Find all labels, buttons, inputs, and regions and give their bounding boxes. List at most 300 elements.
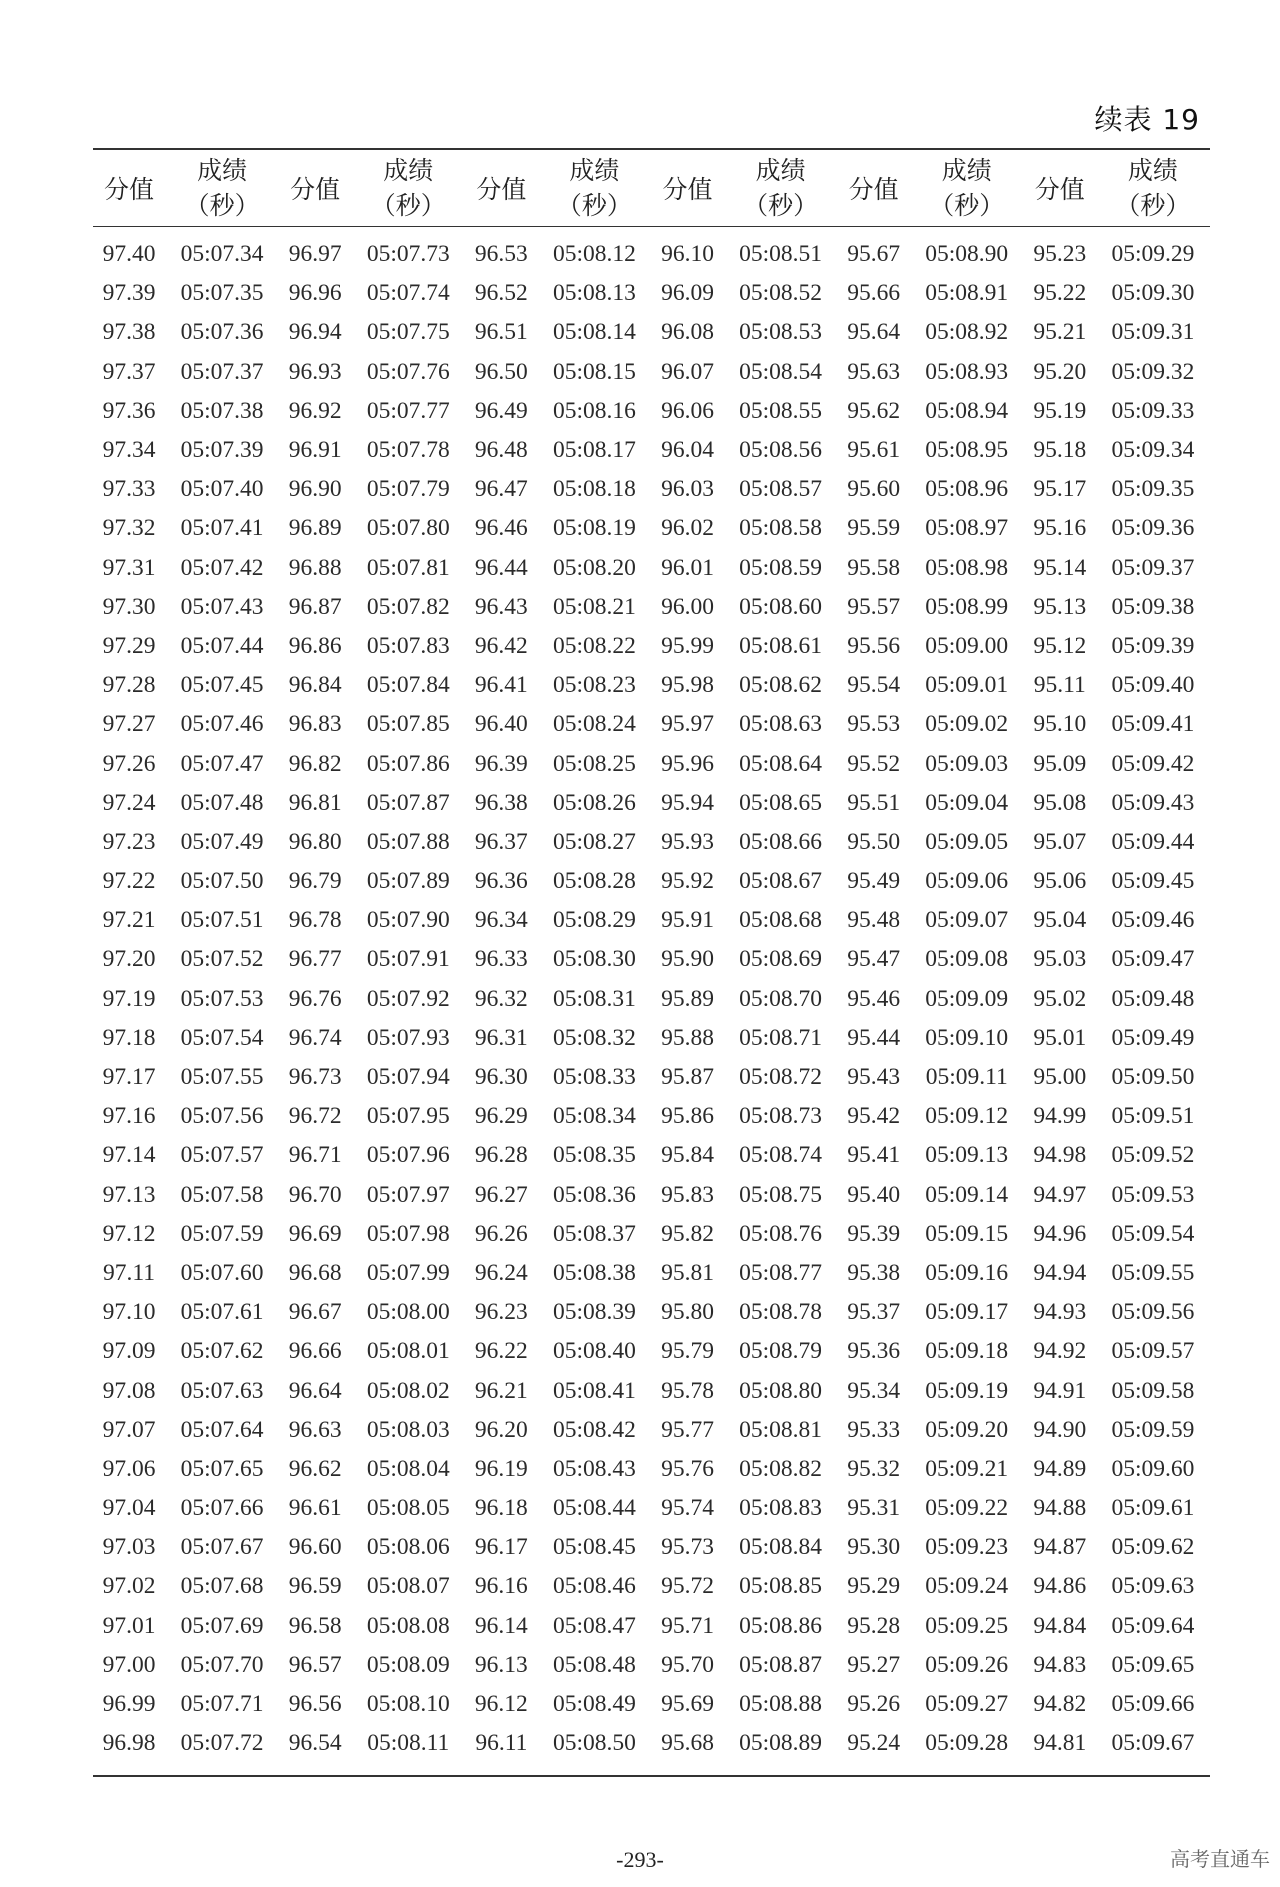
result-cell: 05:08.24	[552, 711, 636, 738]
score-cell: 97.28	[102, 672, 156, 699]
result-cell: 05:07.70	[180, 1651, 264, 1678]
header-result	[165, 149, 279, 227]
score-cell: 95.59	[847, 515, 901, 542]
result-cell: 05:08.21	[552, 593, 636, 620]
result-cell: 05:07.65	[180, 1455, 264, 1482]
result-cell: 05:09.17	[925, 1299, 1009, 1326]
result-cell: 05:09.42	[1111, 750, 1195, 777]
score-cell: 95.08	[1033, 789, 1087, 816]
score-cell: 97.36	[102, 397, 156, 424]
score-cell: 95.38	[847, 1259, 901, 1286]
score-cell: 97.10	[102, 1299, 156, 1326]
result-cell: 05:09.06	[925, 868, 1009, 895]
score-cell: 97.37	[102, 358, 156, 385]
score-cell: 97.23	[102, 828, 156, 855]
result-cell: 05:08.82	[739, 1455, 823, 1482]
result-cell: 05:07.48	[180, 789, 264, 816]
score-cell: 95.30	[847, 1534, 901, 1561]
result-cell: 05:09.07	[925, 907, 1009, 934]
score-cell: 97.06	[102, 1455, 156, 1482]
result-cell: 05:09.28	[910, 1724, 1024, 1776]
score-cell: 95.39	[847, 1220, 901, 1247]
table-row	[93, 549, 1210, 588]
score-cell: 95.43	[847, 1064, 901, 1091]
result-cell: 05:08.06	[366, 1534, 450, 1561]
table-row	[93, 1215, 1210, 1254]
score-cell: 94.83	[1033, 1651, 1087, 1678]
result-cell: 05:08.44	[552, 1495, 636, 1522]
table-row	[93, 980, 1210, 1019]
score-cell: 96.30	[474, 1064, 528, 1091]
score-cell: 95.37	[847, 1299, 901, 1326]
result-cell: 05:08.27	[552, 828, 636, 855]
score-cell: 96.09	[661, 280, 714, 307]
score-cell: 96.56	[288, 1691, 342, 1718]
score-cell: 94.98	[1033, 1142, 1087, 1169]
score-cell: 96.07	[661, 358, 714, 385]
result-cell: 05:09.32	[1111, 358, 1195, 385]
result-cell: 05:07.82	[366, 593, 450, 620]
result-cell: 05:07.97	[366, 1181, 450, 1208]
result-cell: 05:09.67	[1096, 1724, 1210, 1776]
result-cell: 05:08.01	[366, 1338, 450, 1365]
result-cell: 05:08.38	[552, 1259, 636, 1286]
result-cell: 05:07.94	[366, 1064, 450, 1091]
result-cell: 05:09.57	[1111, 1338, 1195, 1365]
score-table	[93, 148, 1210, 1777]
result-cell: 05:07.86	[366, 750, 450, 777]
score-cell: 97.26	[102, 750, 156, 777]
result-cell: 05:07.41	[180, 515, 264, 542]
score-cell: 95.24	[838, 1724, 910, 1776]
result-cell: 05:09.16	[925, 1259, 1009, 1286]
header-score: 分值	[93, 149, 165, 227]
score-cell: 97.09	[102, 1338, 156, 1365]
score-cell: 95.94	[661, 789, 714, 816]
result-cell: 05:09.25	[925, 1612, 1009, 1639]
score-cell: 95.57	[847, 593, 901, 620]
result-cell: 05:07.99	[366, 1259, 450, 1286]
header-result-label: 成绩	[383, 156, 434, 185]
table-row	[93, 1058, 1210, 1097]
score-cell: 95.61	[847, 437, 901, 464]
score-cell: 97.17	[102, 1064, 156, 1091]
score-cell: 95.28	[847, 1612, 901, 1639]
score-cell: 95.27	[847, 1651, 901, 1678]
score-cell: 97.08	[102, 1377, 156, 1404]
table-row	[93, 392, 1210, 431]
result-cell: 05:09.43	[1111, 789, 1195, 816]
score-cell: 96.68	[288, 1259, 342, 1286]
score-cell: 96.48	[474, 437, 528, 464]
score-cell: 95.00	[1033, 1064, 1087, 1091]
table-row	[93, 1607, 1210, 1646]
result-cell: 05:08.61	[739, 632, 823, 659]
score-cell: 95.18	[1033, 437, 1087, 464]
result-cell: 05:09.39	[1111, 632, 1195, 659]
score-cell: 97.16	[102, 1103, 156, 1130]
result-cell: 05:07.78	[366, 437, 450, 464]
score-cell: 96.38	[474, 789, 528, 816]
score-cell: 94.84	[1033, 1612, 1087, 1639]
result-cell: 05:09.03	[925, 750, 1009, 777]
score-cell: 97.14	[102, 1142, 156, 1169]
result-cell: 05:08.52	[739, 280, 823, 307]
score-cell: 95.72	[661, 1573, 714, 1600]
score-cell: 95.42	[847, 1103, 901, 1130]
table-row	[93, 862, 1210, 901]
score-cell: 97.01	[102, 1612, 156, 1639]
result-cell: 05:08.13	[552, 280, 636, 307]
result-cell: 05:07.53	[180, 985, 264, 1012]
result-cell: 05:07.73	[366, 241, 450, 268]
score-cell: 95.20	[1033, 358, 1087, 385]
result-cell: 05:09.35	[1111, 476, 1195, 503]
result-cell: 05:07.75	[366, 319, 450, 346]
score-cell: 96.91	[288, 437, 342, 464]
result-cell: 05:09.34	[1111, 437, 1195, 464]
score-cell: 95.13	[1033, 593, 1087, 620]
result-cell: 05:09.33	[1111, 397, 1195, 424]
score-cell: 96.86	[288, 632, 342, 659]
result-cell: 05:08.31	[552, 985, 636, 1012]
result-cell: 05:07.87	[366, 789, 450, 816]
score-cell: 96.37	[474, 828, 528, 855]
score-cell: 97.20	[102, 946, 156, 973]
result-cell: 05:07.47	[180, 750, 264, 777]
score-cell: 97.39	[102, 280, 156, 307]
result-cell: 05:07.43	[180, 593, 264, 620]
result-cell: 05:09.04	[925, 789, 1009, 816]
result-cell: 05:08.68	[739, 907, 823, 934]
result-cell: 05:07.96	[366, 1142, 450, 1169]
result-cell: 05:07.55	[180, 1064, 264, 1091]
score-cell: 95.16	[1033, 515, 1087, 542]
table-row	[93, 1450, 1210, 1489]
header-score: 分值	[465, 149, 537, 227]
score-cell: 96.94	[288, 319, 342, 346]
result-cell: 05:07.83	[366, 632, 450, 659]
result-cell: 05:08.94	[925, 397, 1009, 424]
score-cell: 94.89	[1033, 1455, 1087, 1482]
result-cell: 05:08.76	[739, 1220, 823, 1247]
score-cell: 97.27	[102, 711, 156, 738]
header-result	[724, 149, 838, 227]
result-cell: 05:08.88	[739, 1691, 823, 1718]
score-cell: 96.08	[661, 319, 714, 346]
score-cell: 96.59	[288, 1573, 342, 1600]
score-cell: 96.71	[288, 1142, 342, 1169]
header-result	[537, 149, 651, 227]
score-cell: 96.02	[661, 515, 714, 542]
result-cell: 05:09.11	[925, 1064, 1008, 1091]
result-cell: 05:09.38	[1111, 593, 1195, 620]
score-cell: 94.82	[1033, 1691, 1087, 1718]
result-cell: 05:09.55	[1111, 1259, 1195, 1286]
result-cell: 05:09.19	[925, 1377, 1009, 1404]
result-cell: 05:09.59	[1111, 1416, 1195, 1443]
score-cell: 96.41	[474, 672, 528, 699]
result-cell: 05:09.66	[1111, 1691, 1195, 1718]
table-row	[93, 1176, 1210, 1215]
score-cell: 95.32	[847, 1455, 901, 1482]
result-cell: 05:08.47	[552, 1612, 636, 1639]
score-cell: 96.04	[661, 437, 714, 464]
score-cell: 94.97	[1033, 1181, 1087, 1208]
result-cell: 05:08.07	[366, 1573, 450, 1600]
score-cell: 96.62	[288, 1455, 342, 1482]
score-cell: 96.76	[288, 985, 342, 1012]
result-cell: 05:07.44	[180, 632, 264, 659]
result-cell: 05:08.12	[552, 241, 636, 268]
score-cell: 96.14	[474, 1612, 528, 1639]
result-cell: 05:08.81	[739, 1416, 823, 1443]
table-row	[93, 1293, 1210, 1332]
result-cell: 05:09.44	[1111, 828, 1195, 855]
score-cell: 96.26	[474, 1220, 528, 1247]
score-cell: 95.17	[1033, 476, 1087, 503]
result-cell: 05:09.12	[925, 1103, 1009, 1130]
result-cell: 05:07.58	[180, 1181, 264, 1208]
score-cell: 96.39	[474, 750, 528, 777]
table-row	[93, 744, 1210, 783]
table-row	[93, 784, 1210, 823]
score-cell: 97.40	[102, 241, 156, 268]
result-cell: 05:09.01	[925, 672, 1009, 699]
header-result-label: 成绩	[755, 156, 806, 185]
result-cell: 05:09.62	[1111, 1534, 1195, 1561]
result-cell: 05:08.77	[739, 1259, 823, 1286]
score-cell: 95.22	[1033, 280, 1087, 307]
score-cell: 95.63	[847, 358, 901, 385]
table-row	[93, 1528, 1210, 1567]
result-cell: 05:08.42	[552, 1416, 636, 1443]
result-cell: 05:08.72	[739, 1064, 823, 1091]
score-cell: 95.06	[1033, 868, 1087, 895]
score-cell: 96.70	[288, 1181, 342, 1208]
score-cell: 95.87	[661, 1064, 714, 1091]
result-cell: 05:08.17	[552, 437, 636, 464]
table-row	[93, 1097, 1210, 1136]
score-cell: 96.23	[474, 1299, 528, 1326]
result-cell: 05:07.62	[180, 1338, 264, 1365]
score-cell: 95.81	[661, 1259, 714, 1286]
score-cell: 97.21	[102, 907, 156, 934]
score-cell: 96.52	[474, 280, 528, 307]
score-cell: 95.58	[847, 554, 901, 581]
result-cell: 05:07.40	[180, 476, 264, 503]
table-row	[93, 1019, 1210, 1058]
score-cell: 94.92	[1033, 1338, 1087, 1365]
result-cell: 05:08.83	[739, 1495, 823, 1522]
score-cell: 95.26	[847, 1691, 901, 1718]
score-cell: 95.64	[847, 319, 901, 346]
header-result-unit: （秒）	[929, 191, 1005, 220]
result-cell: 05:07.37	[180, 358, 264, 385]
score-cell: 96.13	[474, 1651, 528, 1678]
score-cell: 94.90	[1033, 1416, 1087, 1443]
score-cell: 96.79	[288, 868, 342, 895]
result-cell: 05:07.76	[366, 358, 450, 385]
table-row	[93, 1724, 1210, 1776]
result-cell: 05:09.64	[1111, 1612, 1195, 1639]
result-cell: 05:08.04	[366, 1455, 450, 1482]
score-cell: 95.86	[661, 1103, 714, 1130]
score-cell: 96.69	[288, 1220, 342, 1247]
score-cell: 96.84	[288, 672, 342, 699]
score-cell: 95.04	[1033, 907, 1087, 934]
score-cell: 96.42	[474, 632, 528, 659]
score-cell: 96.00	[661, 593, 714, 620]
result-cell: 05:08.22	[552, 632, 636, 659]
header-result-unit: （秒）	[743, 191, 819, 220]
result-cell: 05:08.51	[739, 241, 823, 268]
score-cell: 96.44	[474, 554, 528, 581]
result-cell: 05:08.36	[552, 1181, 636, 1208]
result-cell: 05:09.60	[1111, 1455, 1195, 1482]
result-cell: 05:08.18	[552, 476, 636, 503]
score-cell: 95.14	[1033, 554, 1087, 581]
score-cell: 97.22	[102, 868, 156, 895]
result-cell: 05:07.88	[366, 828, 450, 855]
result-cell: 05:08.73	[739, 1103, 823, 1130]
score-cell: 96.16	[474, 1573, 528, 1600]
score-cell: 97.34	[102, 437, 156, 464]
result-cell: 05:07.57	[180, 1142, 264, 1169]
watermark: 高考直通车	[1170, 1847, 1270, 1871]
result-cell: 05:07.45	[180, 672, 264, 699]
result-cell: 05:09.27	[925, 1691, 1009, 1718]
result-cell: 05:09.22	[925, 1495, 1009, 1522]
score-cell: 96.99	[102, 1691, 156, 1718]
result-cell: 05:09.52	[1111, 1142, 1195, 1169]
result-cell: 05:08.85	[739, 1573, 823, 1600]
result-cell: 05:09.02	[925, 711, 1009, 738]
score-cell: 95.92	[661, 868, 714, 895]
score-cell: 96.92	[288, 397, 342, 424]
result-cell: 05:07.84	[366, 672, 450, 699]
score-cell: 95.74	[661, 1495, 714, 1522]
score-cell: 95.33	[847, 1416, 901, 1443]
table-row	[93, 666, 1210, 705]
result-cell: 05:08.74	[739, 1142, 823, 1169]
result-cell: 05:09.49	[1111, 1024, 1195, 1051]
table-row	[93, 1411, 1210, 1450]
score-cell: 95.11	[1033, 672, 1086, 699]
result-cell: 05:08.78	[739, 1299, 823, 1326]
result-cell: 05:07.38	[180, 397, 264, 424]
score-cell: 97.03	[102, 1534, 156, 1561]
result-cell: 05:08.75	[739, 1181, 823, 1208]
score-cell: 95.47	[847, 946, 901, 973]
table-row	[93, 705, 1210, 744]
result-cell: 05:07.35	[180, 280, 264, 307]
result-cell: 05:09.26	[925, 1651, 1009, 1678]
result-cell: 05:08.40	[552, 1338, 636, 1365]
score-cell: 96.03	[661, 476, 714, 503]
table-row	[93, 1371, 1210, 1410]
score-cell: 96.89	[288, 515, 342, 542]
score-cell: 95.70	[661, 1651, 714, 1678]
score-cell: 96.60	[288, 1534, 342, 1561]
page-number: -293-	[616, 1847, 664, 1872]
score-cell: 95.53	[847, 711, 901, 738]
result-cell: 05:08.19	[552, 515, 636, 542]
result-cell: 05:09.29	[1111, 241, 1195, 268]
result-cell: 05:07.34	[180, 241, 264, 268]
table-row	[93, 940, 1210, 979]
result-cell: 05:07.60	[180, 1259, 264, 1286]
score-cell: 95.90	[661, 946, 714, 973]
score-cell: 96.72	[288, 1103, 342, 1130]
score-cell: 95.67	[847, 241, 901, 268]
table-row	[93, 627, 1210, 666]
score-cell: 94.96	[1033, 1220, 1087, 1247]
result-cell: 05:08.60	[739, 593, 823, 620]
result-cell: 05:08.02	[366, 1377, 450, 1404]
score-cell: 95.40	[847, 1181, 901, 1208]
score-cell: 95.23	[1033, 241, 1087, 268]
score-cell: 95.44	[847, 1024, 901, 1051]
result-cell: 05:07.74	[366, 280, 450, 307]
score-cell: 95.98	[661, 672, 714, 699]
score-cell: 95.76	[661, 1455, 714, 1482]
result-cell: 05:07.81	[366, 554, 450, 581]
score-cell: 96.57	[288, 1651, 342, 1678]
score-cell: 96.17	[474, 1534, 528, 1561]
score-cell: 95.19	[1033, 397, 1087, 424]
score-cell: 97.00	[102, 1651, 156, 1678]
score-cell: 94.81	[1024, 1724, 1096, 1776]
score-cell: 96.78	[288, 907, 342, 934]
result-cell: 05:07.54	[180, 1024, 264, 1051]
result-cell: 05:09.31	[1111, 319, 1195, 346]
score-cell: 95.66	[847, 280, 901, 307]
result-cell: 05:08.86	[739, 1612, 823, 1639]
score-cell: 95.91	[661, 907, 714, 934]
result-cell: 05:09.09	[925, 985, 1009, 1012]
score-cell: 96.06	[661, 397, 714, 424]
score-cell: 96.29	[474, 1103, 528, 1130]
result-cell: 05:07.63	[180, 1377, 264, 1404]
score-cell: 96.77	[288, 946, 342, 973]
result-cell: 05:09.58	[1111, 1377, 1195, 1404]
result-cell: 05:09.14	[925, 1181, 1009, 1208]
score-cell: 97.38	[102, 319, 156, 346]
score-cell: 95.68	[651, 1724, 723, 1776]
score-cell: 94.94	[1033, 1259, 1087, 1286]
result-cell: 05:08.84	[739, 1534, 823, 1561]
table-row	[93, 1254, 1210, 1293]
table-header	[93, 149, 1210, 227]
score-cell: 95.21	[1033, 319, 1087, 346]
header-result-unit: （秒）	[556, 191, 632, 220]
score-cell: 95.50	[847, 828, 901, 855]
result-cell: 05:07.98	[366, 1220, 450, 1247]
result-cell: 05:08.69	[739, 946, 823, 973]
result-cell: 05:08.99	[925, 593, 1009, 620]
result-cell: 05:07.50	[180, 868, 264, 895]
result-cell: 05:09.13	[925, 1142, 1009, 1169]
score-cell: 94.87	[1033, 1534, 1087, 1561]
score-cell: 96.36	[474, 868, 528, 895]
score-cell: 95.89	[661, 985, 714, 1012]
table-row	[93, 509, 1210, 548]
score-cell: 96.43	[474, 593, 528, 620]
result-cell: 05:07.71	[180, 1691, 264, 1718]
score-cell: 96.96	[288, 280, 342, 307]
score-cell: 95.84	[661, 1142, 714, 1169]
